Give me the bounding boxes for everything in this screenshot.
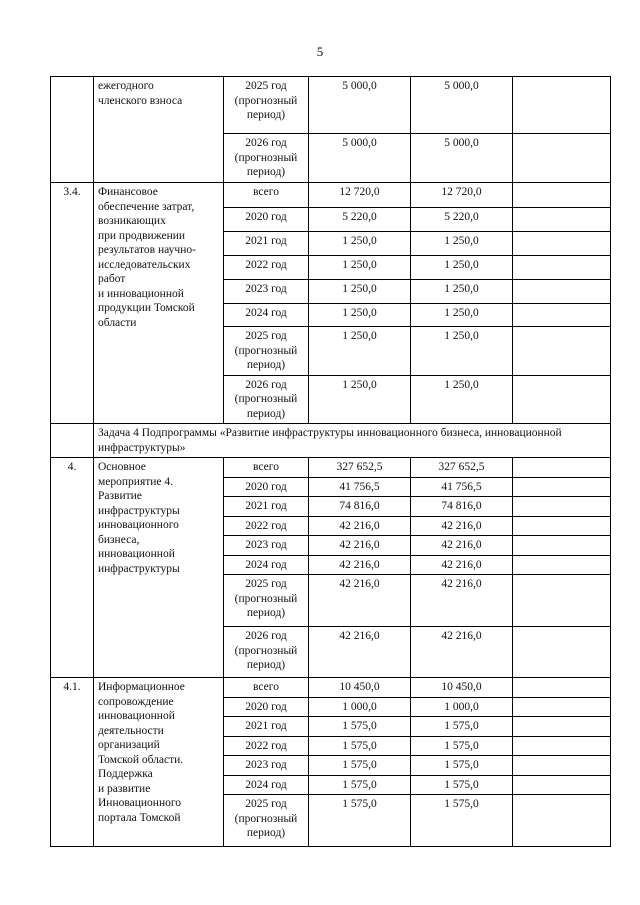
amount-total-cell: 1 250,0 <box>309 232 411 256</box>
period-cell: 2026 год (прогнозный период) <box>224 375 309 424</box>
period-cell: 2021 год <box>224 497 309 517</box>
amount-total-cell: 5 220,0 <box>309 208 411 232</box>
item-name: ежегодного членского взноса <box>94 77 224 183</box>
amount-regional-cell: 42 216,0 <box>411 575 513 627</box>
table-row <box>51 458 611 478</box>
empty-cell <box>513 280 611 304</box>
period-cell: 2020 год <box>224 208 309 232</box>
amount-regional-cell: 5 000,0 <box>411 134 513 183</box>
item-name: Основное мероприятие 4. Развитие инфраструктуры инновационного бизнеса, инновационной инфраструктуры <box>94 458 224 678</box>
amount-total-cell: 74 816,0 <box>309 497 411 517</box>
empty-cell <box>513 477 611 497</box>
empty-cell <box>513 795 611 847</box>
period-cell: 2025 год (прогнозный период) <box>224 575 309 627</box>
period-cell: 2026 год (прогнозный период) <box>224 627 309 678</box>
amount-regional-cell: 42 216,0 <box>411 627 513 678</box>
amount-regional-cell: 74 816,0 <box>411 497 513 517</box>
task-row <box>51 424 611 458</box>
amount-regional-cell: 1 575,0 <box>411 736 513 756</box>
period-cell: 2025 год (прогнозный период) <box>224 327 309 376</box>
amount-total-cell: 1 250,0 <box>309 327 411 376</box>
empty-cell <box>513 575 611 627</box>
empty-cell <box>513 697 611 717</box>
empty-cell <box>513 756 611 776</box>
period-cell: 2023 год <box>224 280 309 304</box>
empty-cell <box>513 134 611 183</box>
empty-cell <box>513 458 611 478</box>
amount-total-cell: 5 000,0 <box>309 77 411 134</box>
amount-regional-cell: 1 000,0 <box>411 697 513 717</box>
period-cell: всего <box>224 678 309 698</box>
period-cell: 2021 год <box>224 717 309 737</box>
item-name: Финансовое обеспечение затрат, возникающих при продвижении результатов научно- исследовательских работ и инновационной продукции Томской области <box>94 183 224 424</box>
amount-regional-cell: 42 216,0 <box>411 536 513 556</box>
item-name: Информационное сопровождение инновационной деятельности организаций Томской области. Поддержка и развитие Инновационного портала Томской <box>94 678 224 847</box>
empty-cell <box>513 497 611 517</box>
page-number: 5 <box>316 44 324 59</box>
amount-regional-cell: 1 575,0 <box>411 756 513 776</box>
amount-total-cell: 1 575,0 <box>309 756 411 776</box>
amount-regional-cell: 327 652,5 <box>411 458 513 478</box>
amount-total-cell: 1 575,0 <box>309 775 411 795</box>
item-number: 3.4. <box>51 183 94 424</box>
amount-total-cell: 1 575,0 <box>309 717 411 737</box>
table-row <box>51 77 611 134</box>
empty-cell <box>513 183 611 208</box>
empty-cell <box>513 555 611 575</box>
amount-total-cell: 5 000,0 <box>309 134 411 183</box>
amount-total-cell: 1 250,0 <box>309 375 411 424</box>
period-cell: 2024 год <box>224 304 309 327</box>
empty-cell <box>513 775 611 795</box>
amount-regional-cell: 12 720,0 <box>411 183 513 208</box>
amount-total-cell: 1 250,0 <box>309 280 411 304</box>
empty-cell <box>513 736 611 756</box>
period-cell: 2020 год <box>224 477 309 497</box>
amount-regional-cell: 1 575,0 <box>411 775 513 795</box>
period-cell: 2025 год (прогнозный период) <box>224 795 309 847</box>
amount-regional-cell: 5 220,0 <box>411 208 513 232</box>
task-number-cell <box>51 424 94 458</box>
empty-cell <box>513 627 611 678</box>
period-cell: 2026 год (прогнозный период) <box>224 134 309 183</box>
table-row <box>51 678 611 698</box>
empty-cell <box>513 77 611 134</box>
empty-cell <box>513 304 611 327</box>
amount-total-cell: 1 575,0 <box>309 736 411 756</box>
period-cell: 2022 год <box>224 256 309 280</box>
period-cell: 2020 год <box>224 697 309 717</box>
empty-cell <box>513 208 611 232</box>
empty-cell <box>513 717 611 737</box>
empty-cell <box>513 516 611 536</box>
amount-regional-cell: 1 575,0 <box>411 717 513 737</box>
period-cell: 2025 год (прогнозный период) <box>224 77 309 134</box>
period-cell: всего <box>224 183 309 208</box>
empty-cell <box>513 232 611 256</box>
budget-table <box>50 76 611 847</box>
amount-total-cell: 1 250,0 <box>309 256 411 280</box>
amount-total-cell: 41 756,5 <box>309 477 411 497</box>
empty-cell <box>513 536 611 556</box>
amount-regional-cell: 1 250,0 <box>411 327 513 376</box>
period-cell: 2022 год <box>224 736 309 756</box>
empty-cell <box>513 375 611 424</box>
amount-regional-cell: 41 756,5 <box>411 477 513 497</box>
period-cell: всего <box>224 458 309 478</box>
period-cell: 2024 год <box>224 775 309 795</box>
amount-total-cell: 327 652,5 <box>309 458 411 478</box>
amount-regional-cell: 1 575,0 <box>411 795 513 847</box>
table-row <box>51 183 611 208</box>
amount-regional-cell: 1 250,0 <box>411 256 513 280</box>
amount-regional-cell: 10 450,0 <box>411 678 513 698</box>
amount-total-cell: 42 216,0 <box>309 555 411 575</box>
amount-total-cell: 1 575,0 <box>309 795 411 847</box>
amount-total-cell: 12 720,0 <box>309 183 411 208</box>
period-cell: 2024 год <box>224 555 309 575</box>
amount-total-cell: 42 216,0 <box>309 575 411 627</box>
period-cell: 2023 год <box>224 536 309 556</box>
period-cell: 2022 год <box>224 516 309 536</box>
period-cell: 2023 год <box>224 756 309 776</box>
amount-regional-cell: 1 250,0 <box>411 280 513 304</box>
amount-regional-cell: 42 216,0 <box>411 555 513 575</box>
item-number: 4.1. <box>51 678 94 847</box>
amount-regional-cell: 5 000,0 <box>411 77 513 134</box>
item-number: 4. <box>51 458 94 678</box>
empty-cell <box>513 327 611 376</box>
amount-regional-cell: 1 250,0 <box>411 232 513 256</box>
amount-regional-cell: 1 250,0 <box>411 375 513 424</box>
item-number <box>51 77 94 183</box>
amount-total-cell: 42 216,0 <box>309 536 411 556</box>
amount-regional-cell: 1 250,0 <box>411 304 513 327</box>
empty-cell <box>513 256 611 280</box>
amount-total-cell: 42 216,0 <box>309 627 411 678</box>
amount-total-cell: 10 450,0 <box>309 678 411 698</box>
amount-total-cell: 1 250,0 <box>309 304 411 327</box>
task-title: Задача 4 Подпрограммы «Развитие инфраструктуры инновационного бизнеса, инновационной инфраструктуры» <box>94 424 611 458</box>
empty-cell <box>513 678 611 698</box>
period-cell: 2021 год <box>224 232 309 256</box>
amount-total-cell: 1 000,0 <box>309 697 411 717</box>
amount-regional-cell: 42 216,0 <box>411 516 513 536</box>
amount-total-cell: 42 216,0 <box>309 516 411 536</box>
